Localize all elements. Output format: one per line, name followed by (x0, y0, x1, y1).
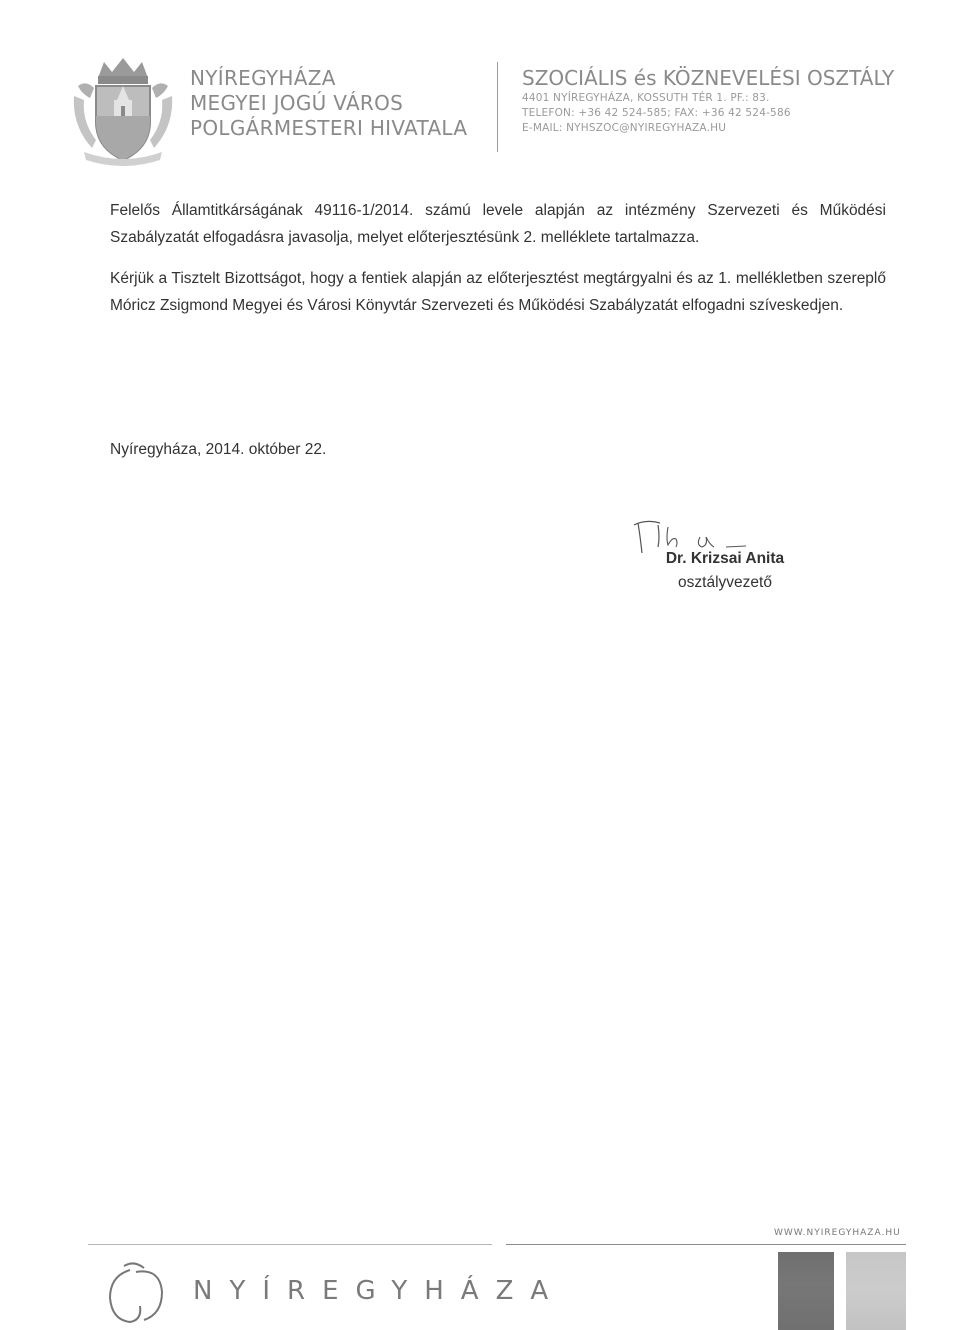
signer-name: Dr. Krizsai Anita (665, 550, 785, 567)
org-name-line-2: MEGYEI JOGÚ VÁROS (190, 91, 404, 115)
city-logo-icon (100, 1262, 170, 1326)
city-coat-of-arms-icon (70, 56, 176, 166)
footer-decor-dark (778, 1252, 834, 1330)
org-name-line-1: NYÍREGYHÁZA (190, 66, 336, 90)
signer-title: osztályvezető (678, 574, 772, 591)
footer-city-name: NYÍREGYHÁZA (193, 1276, 566, 1306)
department-address: 4401 NYÍREGYHÁZA, KOSSUTH TÉR 1. PF.: 83. (522, 92, 770, 104)
department-email: E-MAIL: NYHSZOC@NYIREGYHAZA.HU (522, 122, 727, 134)
org-name-line-3: POLGÁRMESTERI HIVATALA (190, 116, 468, 140)
footer-divider-right (506, 1244, 906, 1245)
organization-name (190, 66, 490, 141)
letter-date: Nyíregyháza, 2014. október 22. (110, 441, 327, 458)
department-title: SZOCIÁLIS és KÖZNEVELÉSI OSZTÁLY (522, 66, 895, 90)
department-info (522, 66, 922, 136)
letter-body (110, 197, 886, 333)
footer-website: WWW.NYIREGYHAZA.HU (774, 1228, 901, 1238)
header-divider (497, 62, 498, 152)
footer-divider-left (88, 1244, 492, 1245)
body-paragraph-1: Felelős Államtitkárságának 49116-1/2014. számú levele alapján az intézmény Szervezeti és Működési Szabályzatát elfogadásra javasolja, melyet előterjesztésünk 2. melléklete tartalmazza. (110, 202, 886, 246)
footer-decor-light (846, 1252, 906, 1330)
body-paragraph-2: Kérjük a Tisztelt Bizottságot, hogy a fentiek alapján az előterjesztést megtárgyalni és az 1. mellékletben szereplő Móricz Zsigmond Megyei és Városi Könyvtár Szervezeti és Működési Szabályzatát elfogadni szíveskedjen. (110, 270, 886, 314)
department-phone: TELEFON: +36 42 524-585; FAX: +36 42 524-586 (522, 107, 791, 119)
